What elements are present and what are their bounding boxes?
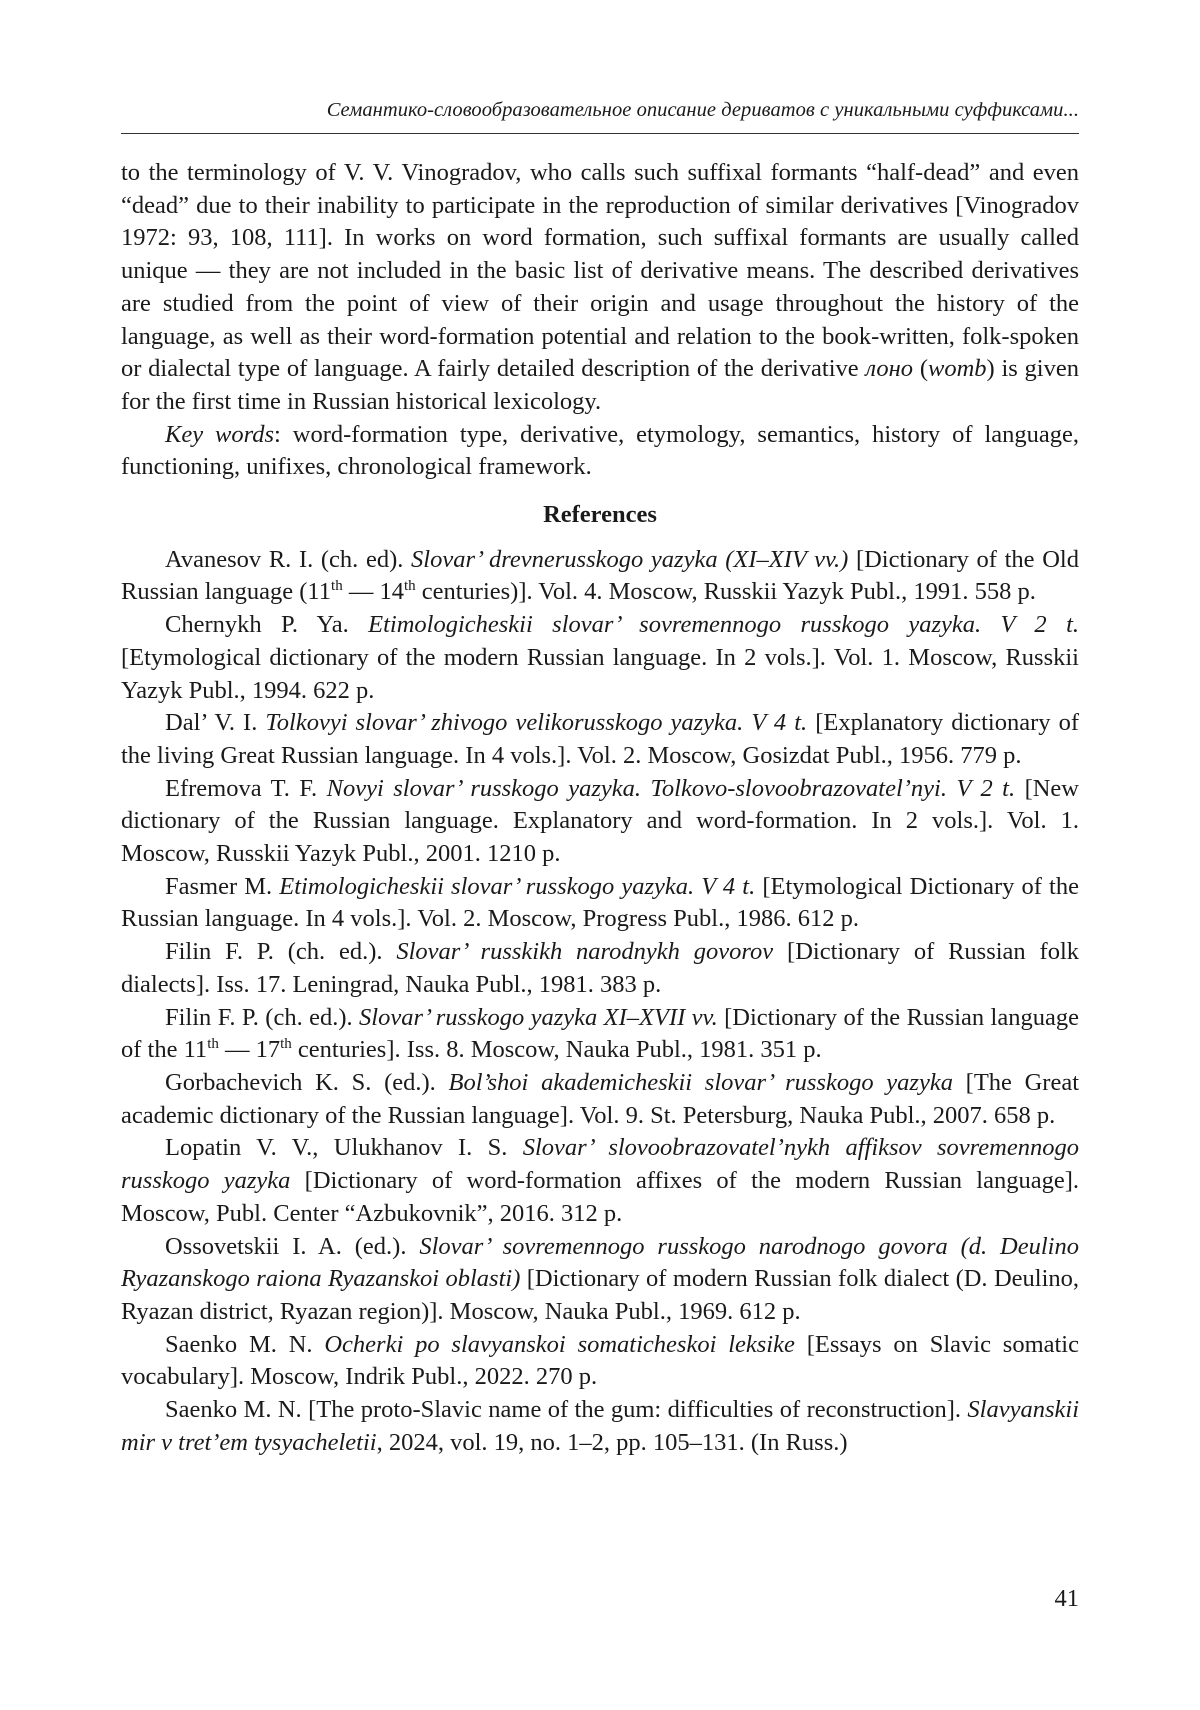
reference-author: Chernykh P. Ya. xyxy=(165,611,369,639)
term-gloss: womb xyxy=(927,355,987,383)
reference-details: — 17 xyxy=(218,1036,281,1064)
reference-details: [New dictionary of the Russian language. Explanatory and word-formation. In 2 vols.]. Vol. 1. Moscow, Russkii Yazyk Publ., 2001. 1210 p. xyxy=(121,774,1079,868)
reference-author: Ossovetskii I. A. (ed.). xyxy=(165,1232,420,1260)
reference-author: Filin F. P. (ch. ed.). xyxy=(165,938,397,966)
keywords-text: : word-formation type, derivative, etymology, semantics, history of language, functioning, unifixes, chronological framework. xyxy=(121,420,1080,481)
reference-title: Novyi slovar’ russkogo yazyka. Tolkovo-slovoobrazovatel’nyi. V 2 t. xyxy=(326,774,1016,802)
reference-entry xyxy=(121,1329,1079,1394)
reference-details: — 14 xyxy=(342,578,404,606)
term-lono: лоно xyxy=(865,355,914,383)
references-heading: References xyxy=(543,501,657,529)
body-text xyxy=(121,157,1079,1459)
reference-entry xyxy=(121,1132,1079,1230)
reference-title: Slovar’ slovoobrazovatel’nykh affiksov sovremennogo russkogo yazyka xyxy=(121,1134,1079,1195)
reference-entry xyxy=(121,871,1079,936)
reference-entry xyxy=(121,1231,1079,1329)
reference-entry xyxy=(121,936,1079,1001)
reference-details: [Dictionary of word-formation affixes of the modern Russian language]. Moscow, Publ. Center “Azbukovnik”, 2016. 312 p. xyxy=(121,1167,1079,1227)
reference-details: [Dictionary of the Russian language of the 11 xyxy=(121,1003,1079,1064)
reference-entry xyxy=(121,1067,1079,1132)
reference-title: Ocherki po slavyanskoi somaticheskoi leksike xyxy=(324,1330,795,1358)
reference-title: Slovar’ sovremennogo russkogo narodnogo govora (d. Deulino Ryazanskogo raiona Ryazanskoi oblasti) xyxy=(121,1232,1079,1293)
reference-entry xyxy=(121,609,1079,707)
reference-superscript: th xyxy=(207,1036,219,1053)
reference-superscript: th xyxy=(331,578,343,595)
reference-author: Lopatin V. V., Ulukhanov I. S. xyxy=(165,1134,523,1162)
reference-entry xyxy=(121,773,1079,871)
reference-author: Gorbachevich K. S. (ed.). xyxy=(165,1068,449,1096)
reference-details: centuries)]. Vol. 4. Moscow, Russkii Yazyk Publ., 1991. 558 p. xyxy=(415,578,1036,606)
reference-title: Bol’shoi akademicheskii slovar’ russkogo yazyka xyxy=(448,1068,953,1096)
gloss-open: ( xyxy=(913,355,928,383)
reference-title: Etimologicheskii slovar’ russkogo yazyka. V 4 t. xyxy=(279,872,756,900)
reference-author: Dal’ V. I. xyxy=(165,709,266,737)
reference-details: , 2024, vol. 19, no. 1–2, pp. 105–131. (In Russ.) xyxy=(376,1428,848,1456)
reference-details: [Explanatory dictionary of the living Great Russian language. In 4 vols.]. Vol. 2. Moscow, Gosizdat Publ., 1956. 779 p. xyxy=(121,709,1079,769)
reference-superscript: th xyxy=(403,578,416,595)
reference-superscript: th xyxy=(280,1036,292,1053)
reference-title: Slavyanskii mir v tret’em tysyacheletii xyxy=(121,1396,1079,1456)
reference-entry xyxy=(121,707,1079,772)
reference-author: Saenko M. N. [The proto-Slavic name of the gum: difficulties of reconstruction]. xyxy=(165,1396,968,1424)
reference-title: Tolkovyi slovar’ zhivogo velikorusskogo yazyka. V 4 t. xyxy=(265,709,808,737)
reference-details: [The Great academic dictionary of the Russian language]. Vol. 9. St. Petersburg, Nauka Publ., 2007. 658 p. xyxy=(121,1068,1080,1129)
keywords-label: Key words xyxy=(165,420,275,448)
abstract-paragraph xyxy=(121,157,1079,419)
reference-title: Etimologicheskii slovar’ sovremennogo russkogo yazyka. V 2 t. xyxy=(368,611,1079,639)
reference-entry xyxy=(121,1394,1079,1459)
reference-details: [Etymological dictionary of the modern Russian language. In 2 vols.]. Vol. 1. Moscow, Russkii Yazyk Publ., 1994. 622 p. xyxy=(121,643,1079,704)
reference-title: Slovar’ russkogo yazyka XI–XVII vv. xyxy=(359,1003,718,1031)
reference-author: Saenko M. N. xyxy=(165,1330,325,1358)
reference-title: Slovar’ drevnerusskogo yazyka (XI–XIV vv.) xyxy=(411,545,849,573)
reference-details: [Essays on Slavic somatic vocabulary]. Moscow, Indrik Publ., 2022. 270 p. xyxy=(121,1330,1079,1391)
abstract-text-end: ) is given for the first time in Russian historical lexicology. xyxy=(121,355,1079,415)
reference-author: Efremova T. F. xyxy=(165,774,327,802)
page xyxy=(121,95,1079,1675)
reference-title: Slovar’ russkikh narodnykh govorov xyxy=(396,938,774,966)
running-header-text: Семантико-словообразовательное описание дериватов с уникальными суффиксами... xyxy=(326,99,1079,121)
reference-entry xyxy=(121,544,1079,609)
references-list xyxy=(121,544,1079,1460)
reference-details: [Dictionary of modern Russian folk dialect (D. Deulino, Ryazan district, Ryazan region)]. Moscow, Nauka Publ., 1969. 612 p. xyxy=(121,1265,1080,1325)
reference-details: [Dictionary of the Old Russian language (11 xyxy=(121,545,1079,606)
keywords-paragraph xyxy=(121,419,1079,484)
reference-entry xyxy=(121,1002,1079,1067)
page-number: 41 xyxy=(1054,1585,1079,1612)
reference-author: Fasmer M. xyxy=(165,872,280,900)
reference-details: [Etymological Dictionary of the Russian language. In 4 vols.]. Vol. 2. Moscow, Progress Publ., 1986. 612 p. xyxy=(121,872,1079,933)
reference-author: Filin F. P. (ch. ed.). xyxy=(165,1003,360,1031)
running-header xyxy=(121,95,1079,134)
reference-details: centuries]. Iss. 8. Moscow, Nauka Publ., 1981. 351 p. xyxy=(291,1036,822,1064)
abstract-text: to the terminology of V. V. Vinogradov, who calls such suffixal formants “half-dead” and even “dead” due to their inability to participate in the reproduction of similar derivatives [Vinogradov 1972: 93, 108, 111]. In works on word formation, such suffixal formants are usually called unique — they are not included in the basic list of derivative means. The described derivatives are studied from the point of view of their origin and usage throughout the history of the language, as well as their word-formation potential and relation to the book-written, folk-spoken or dialectal type of language. A fairly detailed description of the derivative xyxy=(121,159,1079,383)
reference-details: [Dictionary of Russian folk dialects]. Iss. 17. Leningrad, Nauka Publ., 1981. 383 p. xyxy=(121,938,1079,998)
reference-author: Avanesov R. I. (ch. ed). xyxy=(165,545,412,573)
